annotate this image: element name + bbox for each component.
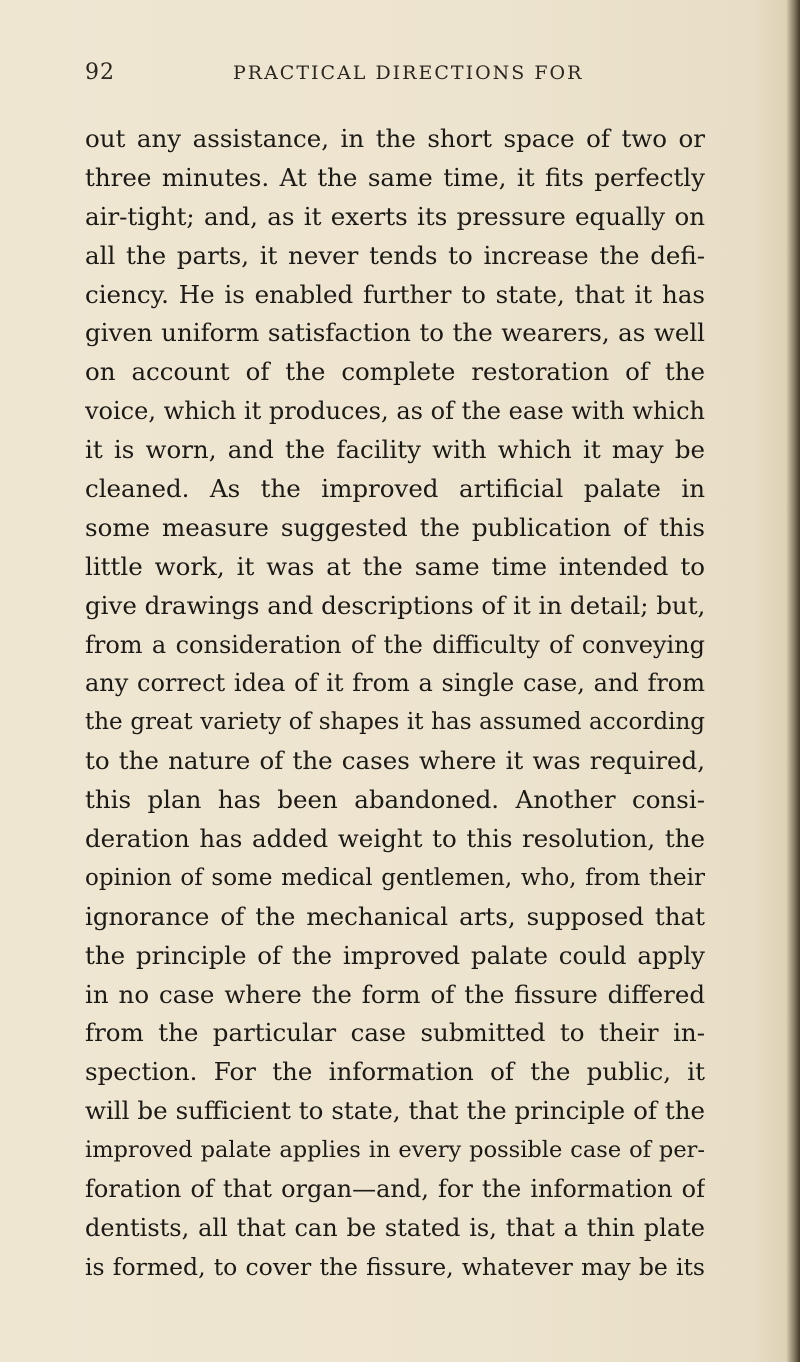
text-line: to the nature of the cases where it was required, — [85, 746, 705, 776]
text-line: improved palate applies in every possible case of per- — [85, 1137, 705, 1164]
body-text — [85, 120, 705, 1287]
text-line: will be sufficient to state, that the principle of the — [85, 1096, 705, 1126]
running-head-title: PRACTICAL DIRECTIONS FOR — [233, 62, 584, 84]
text-line: the principle of the improved palate could apply — [85, 940, 705, 970]
text-line: three minutes. At the same time, it fits perfectly — [85, 162, 705, 192]
text-line: dentists, all that can be stated is, that a thin plate — [85, 1213, 705, 1242]
text-line: ignorance of the mechanical arts, supposed that — [85, 901, 705, 931]
text-line: from a consideration of the difficulty of conveying — [85, 630, 705, 659]
text-line: air-tight; and, as it exerts its pressure equally on — [85, 201, 705, 231]
text-line: ciency. He is enabled further to state, that it has — [85, 279, 705, 309]
text-line: is formed, to cover the fissure, whatever may be its — [85, 1252, 705, 1281]
text-line: foration of that organ—and, for the information of — [85, 1175, 705, 1204]
text-line: deration has added weight to this resolution, the — [85, 824, 705, 854]
text-line: this plan has been abandoned. Another consi- — [85, 785, 705, 815]
text-line: voice, which it produces, as of the ease with which — [85, 397, 705, 426]
text-line: given uniform satisfaction to the wearers, as well — [85, 318, 705, 348]
page-edge-shadow — [786, 0, 800, 1362]
text-line: any correct idea of it from a single case, and from — [85, 669, 705, 698]
text-line: on account of the complete restoration of the — [85, 357, 705, 387]
text-line: some measure suggested the publication of this — [85, 512, 705, 542]
text-line: spection. For the information of the public, it — [85, 1057, 705, 1087]
text-line: give drawings and descriptions of it in detail; but, — [85, 590, 705, 620]
text-line: it is worn, and the facility with which it may be — [85, 435, 705, 465]
page-number: 92 — [85, 60, 115, 85]
running-head — [85, 60, 685, 100]
text-line: out any assistance, in the short space of two or — [85, 124, 705, 153]
text-line: little work, it was at the same time intended to — [85, 551, 705, 581]
text-line: from the particular case submitted to their in- — [85, 1018, 705, 1048]
text-line: opinion of some medical gentlemen, who, from their — [85, 864, 705, 891]
text-line: the great variety of shapes it has assumed according — [85, 709, 705, 736]
text-line: cleaned. As the improved artificial palate in — [85, 474, 705, 504]
text-line: in no case where the form of the fissure differed — [85, 979, 705, 1009]
text-line: all the parts, it never tends to increase the defi- — [85, 240, 705, 270]
